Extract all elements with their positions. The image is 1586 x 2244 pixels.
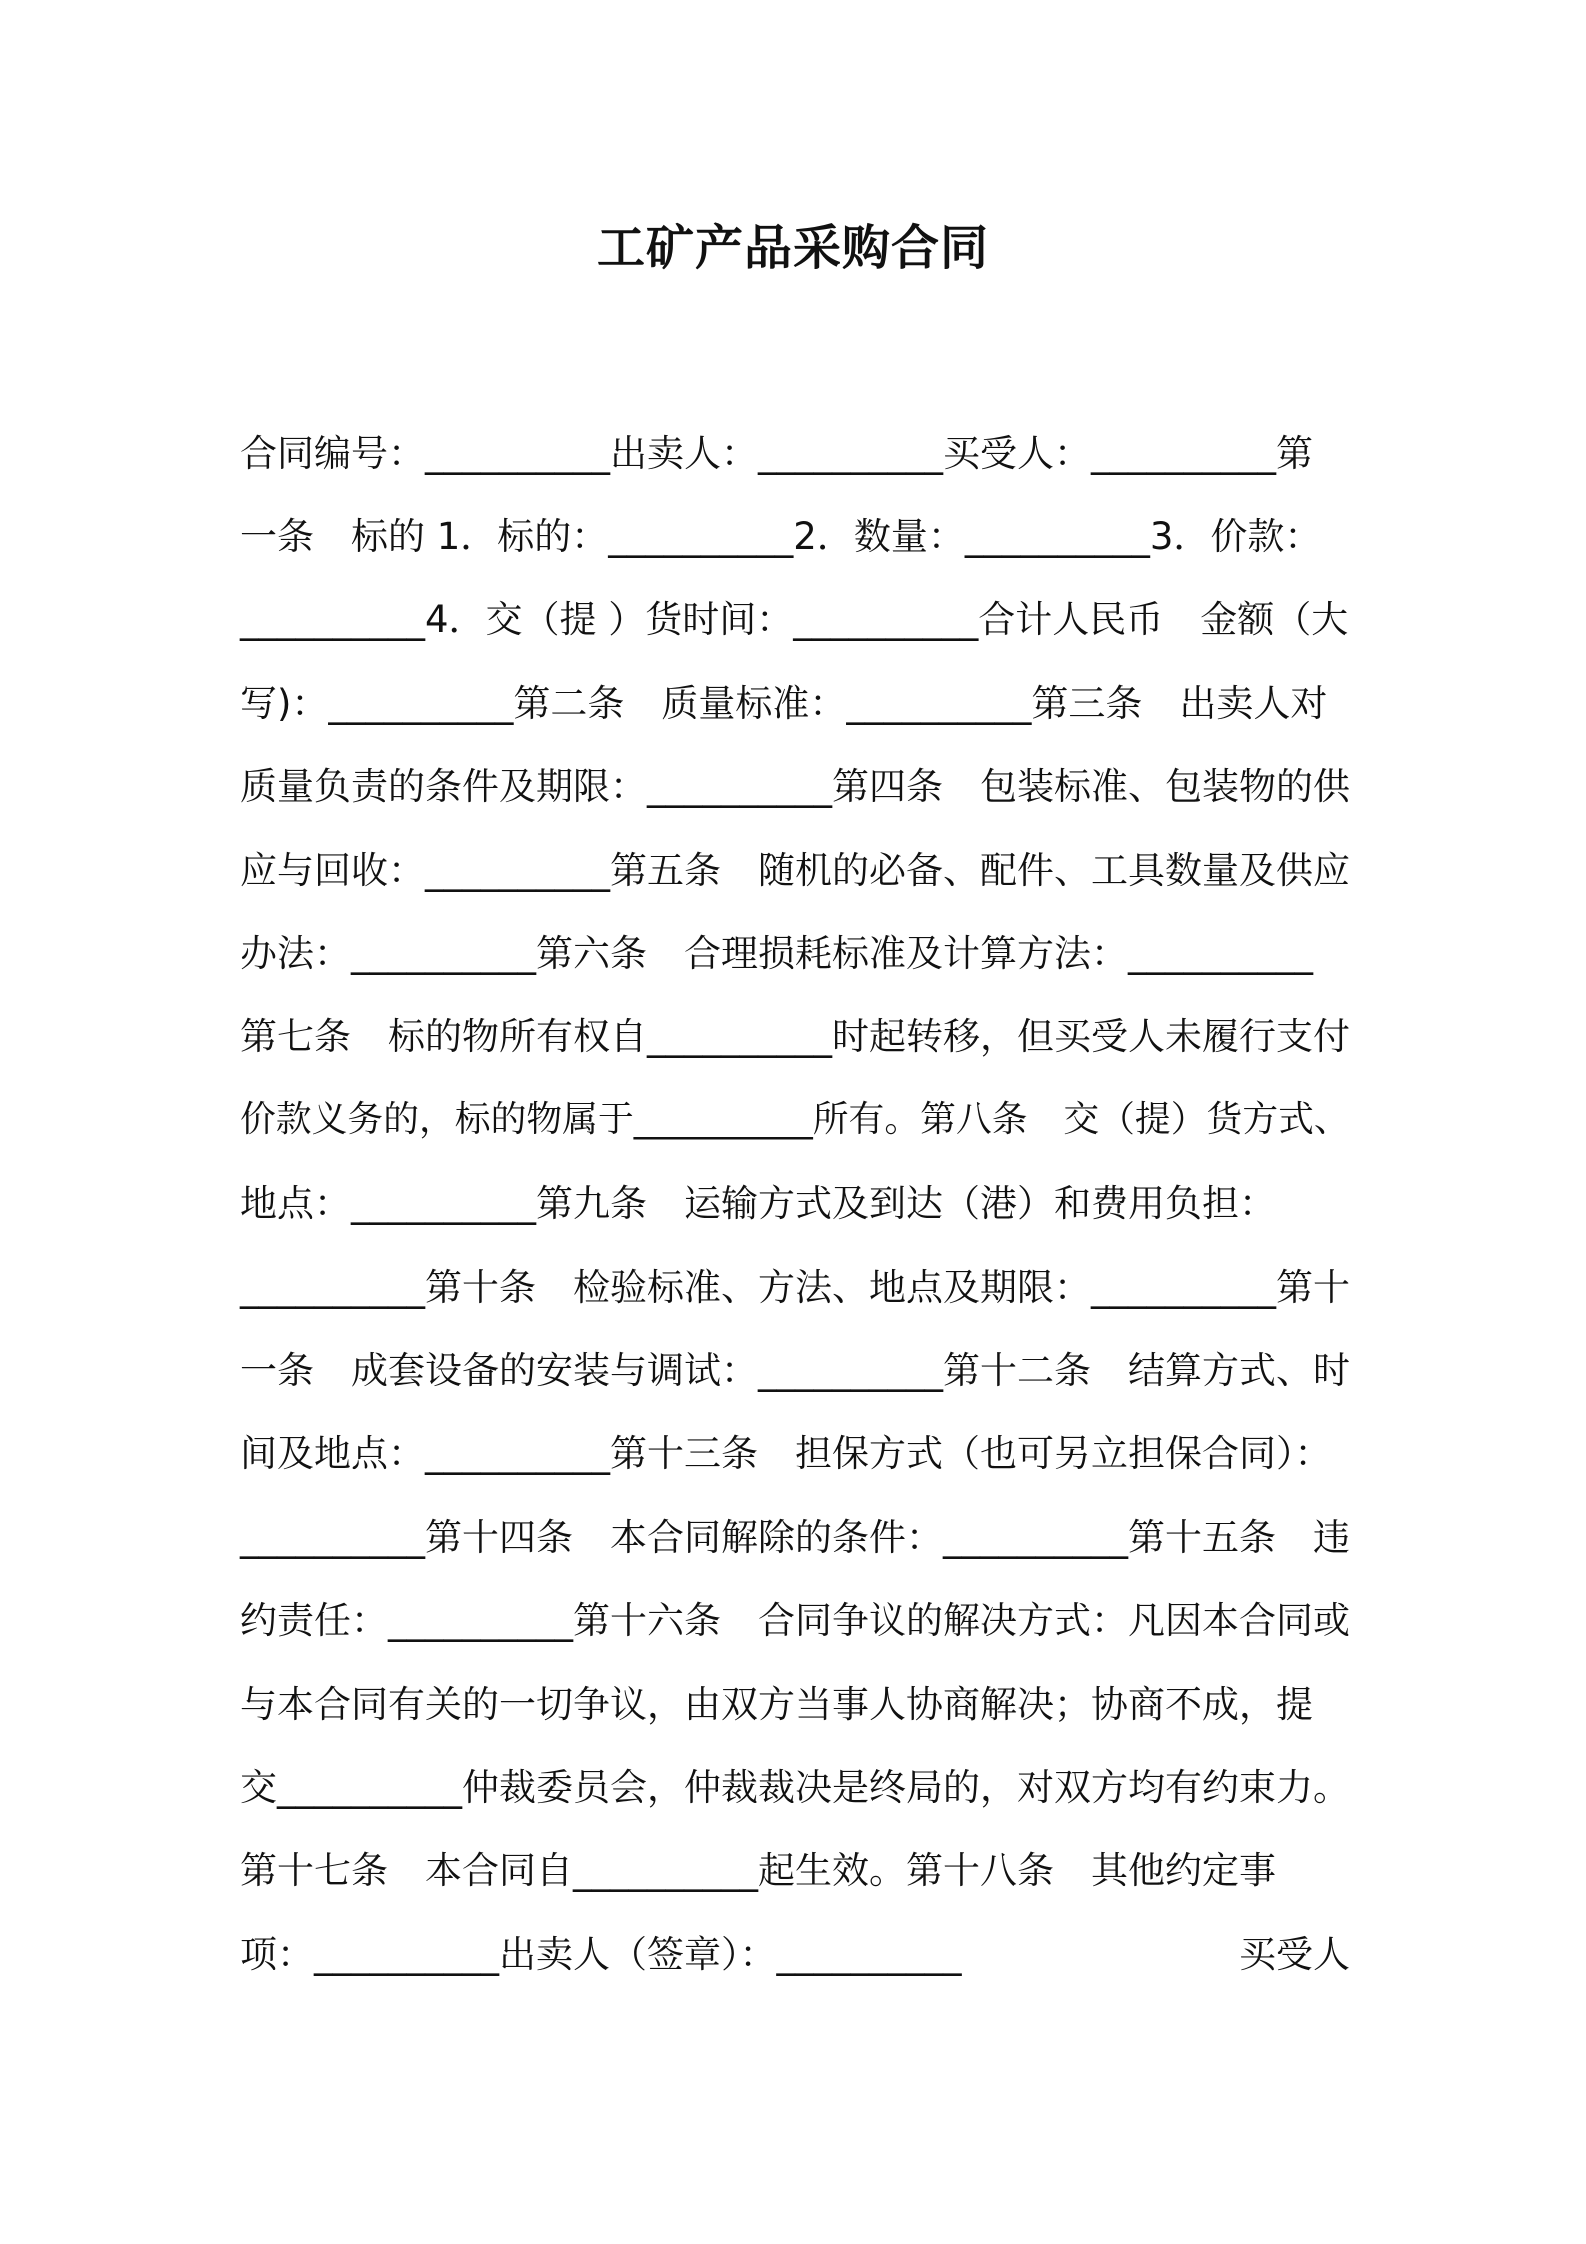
text-line: 约责任：__________第十六条 合同争议的解决方式：凡因本合同或 [240,1599,1350,1643]
text-line: 第十七条 本合同自__________起生效。第十八条 其他约定事 [240,1849,1276,1893]
text-line: 写)：__________第二条 质量标准：__________第三条 出卖人对 [240,681,1328,725]
text-line: __________第十条 检验标准、方法、地点及期限：__________第十 [240,1265,1350,1309]
seller-signature-field: 项：__________出卖人（签章）：__________ [240,1932,962,1976]
text-line: 办法：__________第六条 合理损耗标准及计算方法：__________ [240,932,1313,976]
signature-line [240,1909,1350,1992]
text-line: 一条 标的 1．标的：__________2．数量：__________3．价款： [240,515,1322,559]
buyer-label: 买受人 [1239,1932,1350,1976]
text-line: 交__________仲裁委员会，仲裁裁决是终局的，对双方均有约束力。 [240,1765,1350,1809]
contract-body [240,408,1350,1992]
text-line: 一条 成套设备的安装与调试：__________第十二条 结算方式、时 [240,1348,1350,1392]
text-line: 合同编号：__________出卖人：__________买受人：__________第 [240,431,1313,475]
text-line: 与本合同有关的一切争议，由双方当事人协商解决；协商不成，提 [240,1682,1313,1726]
document-title: 工矿产品采购合同 [596,220,989,276]
text-line: 地点：__________第九条 运输方式及到达（港）和费用负担： [240,1182,1276,1226]
text-line: 价款义务的，标的物属于__________所有。第八条 交（提）货方式、 [240,1099,1350,1141]
text-line: 间及地点：__________第十三条 担保方式（也可另立担保合同）： [240,1432,1332,1476]
text-line: 应与回收：__________第五条 随机的必备、配件、工具数量及供应 [240,848,1350,892]
text-line: 质量负责的条件及期限：__________第四条 包装标准、包装物的供 [240,765,1350,809]
text-line: 第七条 标的物所有权自__________时起转移，但买受人未履行支付 [240,1015,1350,1059]
text-line: __________4．交（提 ）货时间：__________合计人民币 金额（大 [240,598,1349,642]
text-line: __________第十四条 本合同解除的条件：__________第十五条 违 [240,1515,1350,1559]
